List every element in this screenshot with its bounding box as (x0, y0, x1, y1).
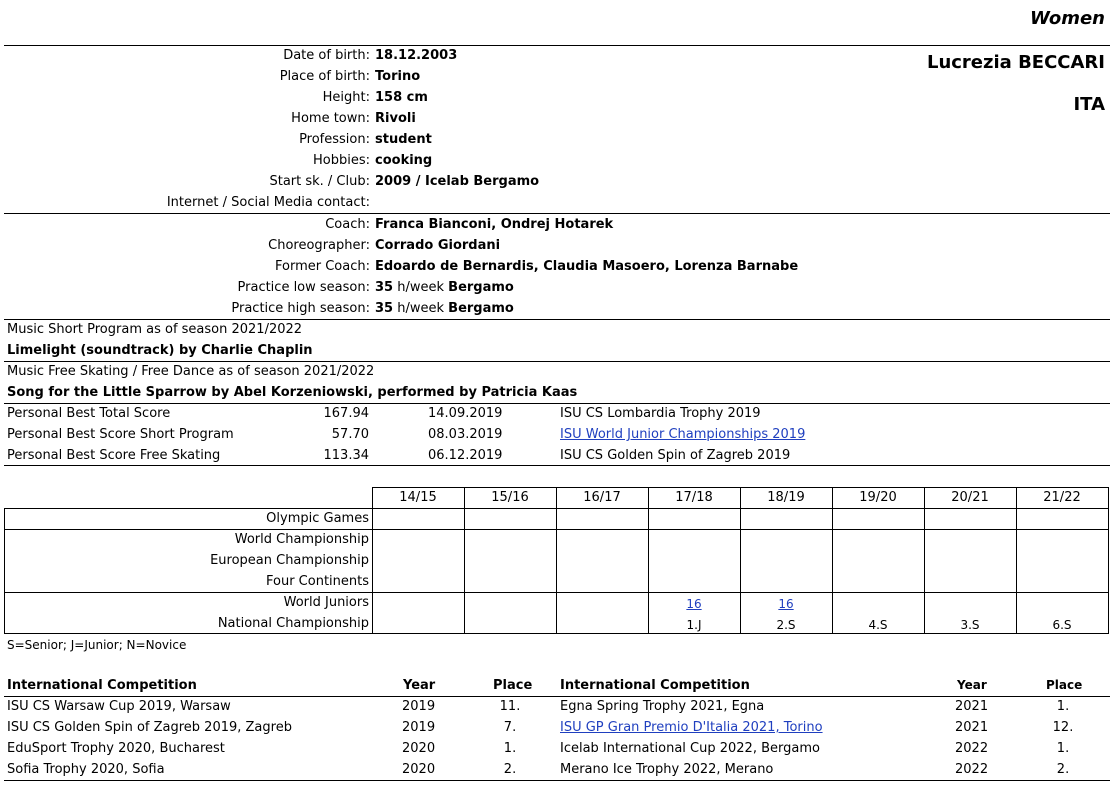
intl-place: 1. (1056, 699, 1070, 714)
skater-nation: ITA (1073, 94, 1105, 115)
season-header: 21/22 (1043, 490, 1081, 505)
season-header: 20/21 (951, 490, 989, 505)
pb-label: Personal Best Total Score (7, 406, 171, 421)
divider (4, 403, 1110, 404)
result-link[interactable]: 16 (686, 597, 702, 611)
skater-name: Lucrezia BECCARI (926, 52, 1105, 73)
intl-competition: ISU CS Warsaw Cup 2019, Warsaw (7, 699, 231, 714)
divider (4, 508, 5, 634)
divider (648, 487, 649, 634)
bio-value: 2009 / Icelab Bergamo (375, 174, 540, 189)
practice-unit: h/week (397, 280, 445, 295)
intl-competition: Icelab International Cup 2022, Bergamo (560, 741, 820, 756)
pb-event: ISU CS Lombardia Trophy 2019 (560, 406, 761, 421)
result-link[interactable]: 16 (778, 597, 794, 611)
music-sp-label: Music Short Program as of season 2021/2022 (7, 322, 303, 337)
pb-score: 113.34 (323, 448, 369, 463)
divider (4, 361, 1110, 362)
results-row-label: Four Continents (265, 574, 369, 589)
intl-year: 2019 (402, 699, 436, 714)
intl-competition: Sofia Trophy 2020, Sofia (7, 762, 165, 777)
result-cell: 4.S (868, 618, 888, 632)
intl-competition: ISU CS Golden Spin of Zagreb 2019, Zagreb (7, 720, 292, 735)
practice-hours: 35 (375, 301, 394, 316)
practice-place: Bergamo (448, 280, 514, 295)
divider (4, 696, 1110, 697)
bio-label: Place of birth: (279, 69, 370, 84)
pb-event[interactable]: ISU World Junior Championships 2019 (560, 427, 806, 442)
coach-value: Edoardo de Bernardis, Claudia Masoero, Lorenza Barnabe (375, 259, 799, 274)
results-legend: S=Senior; J=Junior; N=Novice (7, 638, 187, 652)
result-cell: 6.S (1052, 618, 1072, 632)
intl-place: 11. (499, 699, 521, 714)
divider (372, 487, 373, 634)
divider (1108, 487, 1109, 634)
intl-year: 2020 (402, 741, 436, 756)
bio-value: Rivoli (375, 111, 416, 126)
intl-place: 1. (1056, 741, 1070, 756)
divider (4, 45, 1110, 46)
season-header: 14/15 (399, 490, 437, 505)
bio-label: Date of birth: (283, 48, 370, 63)
divider (4, 319, 1110, 320)
bio-label: Home town: (291, 111, 370, 126)
practice-unit: h/week (397, 301, 445, 316)
intl-year: 2021 (955, 720, 989, 735)
result-cell: 3.S (960, 618, 980, 632)
intl-place: 12. (1052, 720, 1074, 735)
intl-year: 2022 (955, 741, 989, 756)
pb-date: 14.09.2019 (428, 406, 503, 421)
divider (1016, 487, 1017, 634)
coach-value: Corrado Giordani (375, 238, 501, 253)
intl-competition: Merano Ice Trophy 2022, Merano (560, 762, 774, 777)
season-header: 19/20 (859, 490, 897, 505)
divider (4, 465, 1110, 466)
coach-value: Franca Bianconi, Ondrej Hotarek (375, 217, 614, 232)
practice-value (375, 301, 514, 316)
divider (556, 487, 557, 634)
results-row-label: European Championship (210, 553, 369, 568)
divider (740, 487, 741, 634)
divider (464, 487, 465, 634)
intl-year: 2021 (955, 699, 989, 714)
bio-label: Height: (322, 90, 370, 105)
pb-date: 06.12.2019 (428, 448, 503, 463)
coach-label: Choreographer: (268, 238, 370, 253)
season-header: 15/16 (491, 490, 529, 505)
intl-header-place: Place (1046, 678, 1083, 692)
bio-value: 18.12.2003 (375, 48, 458, 63)
music-fs-title: Song for the Little Sparrow by Abel Korzeniowski, performed by Patricia Kaas (7, 385, 578, 400)
intl-place: 7. (503, 720, 517, 735)
bio-value: student (375, 132, 432, 147)
intl-competition: EduSport Trophy 2020, Bucharest (7, 741, 225, 756)
intl-competition[interactable]: ISU GP Gran Premio D'Italia 2021, Torino (560, 720, 823, 735)
divider (4, 213, 1110, 214)
intl-header-year: Year (403, 678, 436, 693)
divider (924, 487, 925, 634)
results-row-label: World Juniors (283, 595, 369, 610)
season-header: 18/19 (767, 490, 805, 505)
result-cell: 2.S (776, 618, 796, 632)
bio-value: cooking (375, 153, 433, 168)
intl-competition: Egna Spring Trophy 2021, Egna (560, 699, 765, 714)
results-row-label: World Championship (234, 532, 369, 547)
results-row-label: National Championship (217, 616, 369, 631)
intl-place: 2. (503, 762, 517, 777)
pb-score: 57.70 (331, 427, 369, 442)
music-fs-label: Music Free Skating / Free Dance as of season 2021/2022 (7, 364, 375, 379)
pb-score: 167.94 (323, 406, 369, 421)
bio-value: 158 cm (375, 90, 428, 105)
intl-place: 1. (503, 741, 517, 756)
intl-year: 2019 (402, 720, 436, 735)
pb-label: Personal Best Score Short Program (7, 427, 234, 442)
practice-place: Bergamo (448, 301, 514, 316)
intl-header-competition: International Competition (560, 678, 750, 693)
intl-year: 2020 (402, 762, 436, 777)
divider (4, 780, 1110, 781)
bio-label: Internet / Social Media contact: (166, 195, 370, 210)
coach-label: Former Coach: (275, 259, 370, 274)
intl-header-place: Place (493, 678, 533, 693)
bio-value: Torino (375, 69, 421, 84)
intl-header-competition: International Competition (7, 678, 197, 693)
season-header: 17/18 (675, 490, 713, 505)
bio-label: Hobbies: (313, 153, 370, 168)
practice-hours: 35 (375, 280, 394, 295)
category-label: Women (1029, 8, 1105, 29)
intl-place: 2. (1056, 762, 1070, 777)
intl-header-year: Year (957, 678, 987, 692)
intl-year: 2022 (955, 762, 989, 777)
divider (832, 487, 833, 634)
coach-label: Coach: (325, 217, 370, 232)
pb-date: 08.03.2019 (428, 427, 503, 442)
bio-label: Profession: (299, 132, 370, 147)
practice-label: Practice low season: (237, 280, 370, 295)
pb-label: Personal Best Score Free Skating (7, 448, 221, 463)
bio-label: Start sk. / Club: (269, 174, 370, 189)
practice-value (375, 280, 514, 295)
result-cell: 1.J (686, 618, 702, 632)
pb-event: ISU CS Golden Spin of Zagreb 2019 (560, 448, 791, 463)
practice-label: Practice high season: (231, 301, 370, 316)
results-row-label: Olympic Games (266, 511, 369, 526)
season-header: 16/17 (583, 490, 621, 505)
music-sp-title: Limelight (soundtrack) by Charlie Chaplin (7, 343, 313, 358)
